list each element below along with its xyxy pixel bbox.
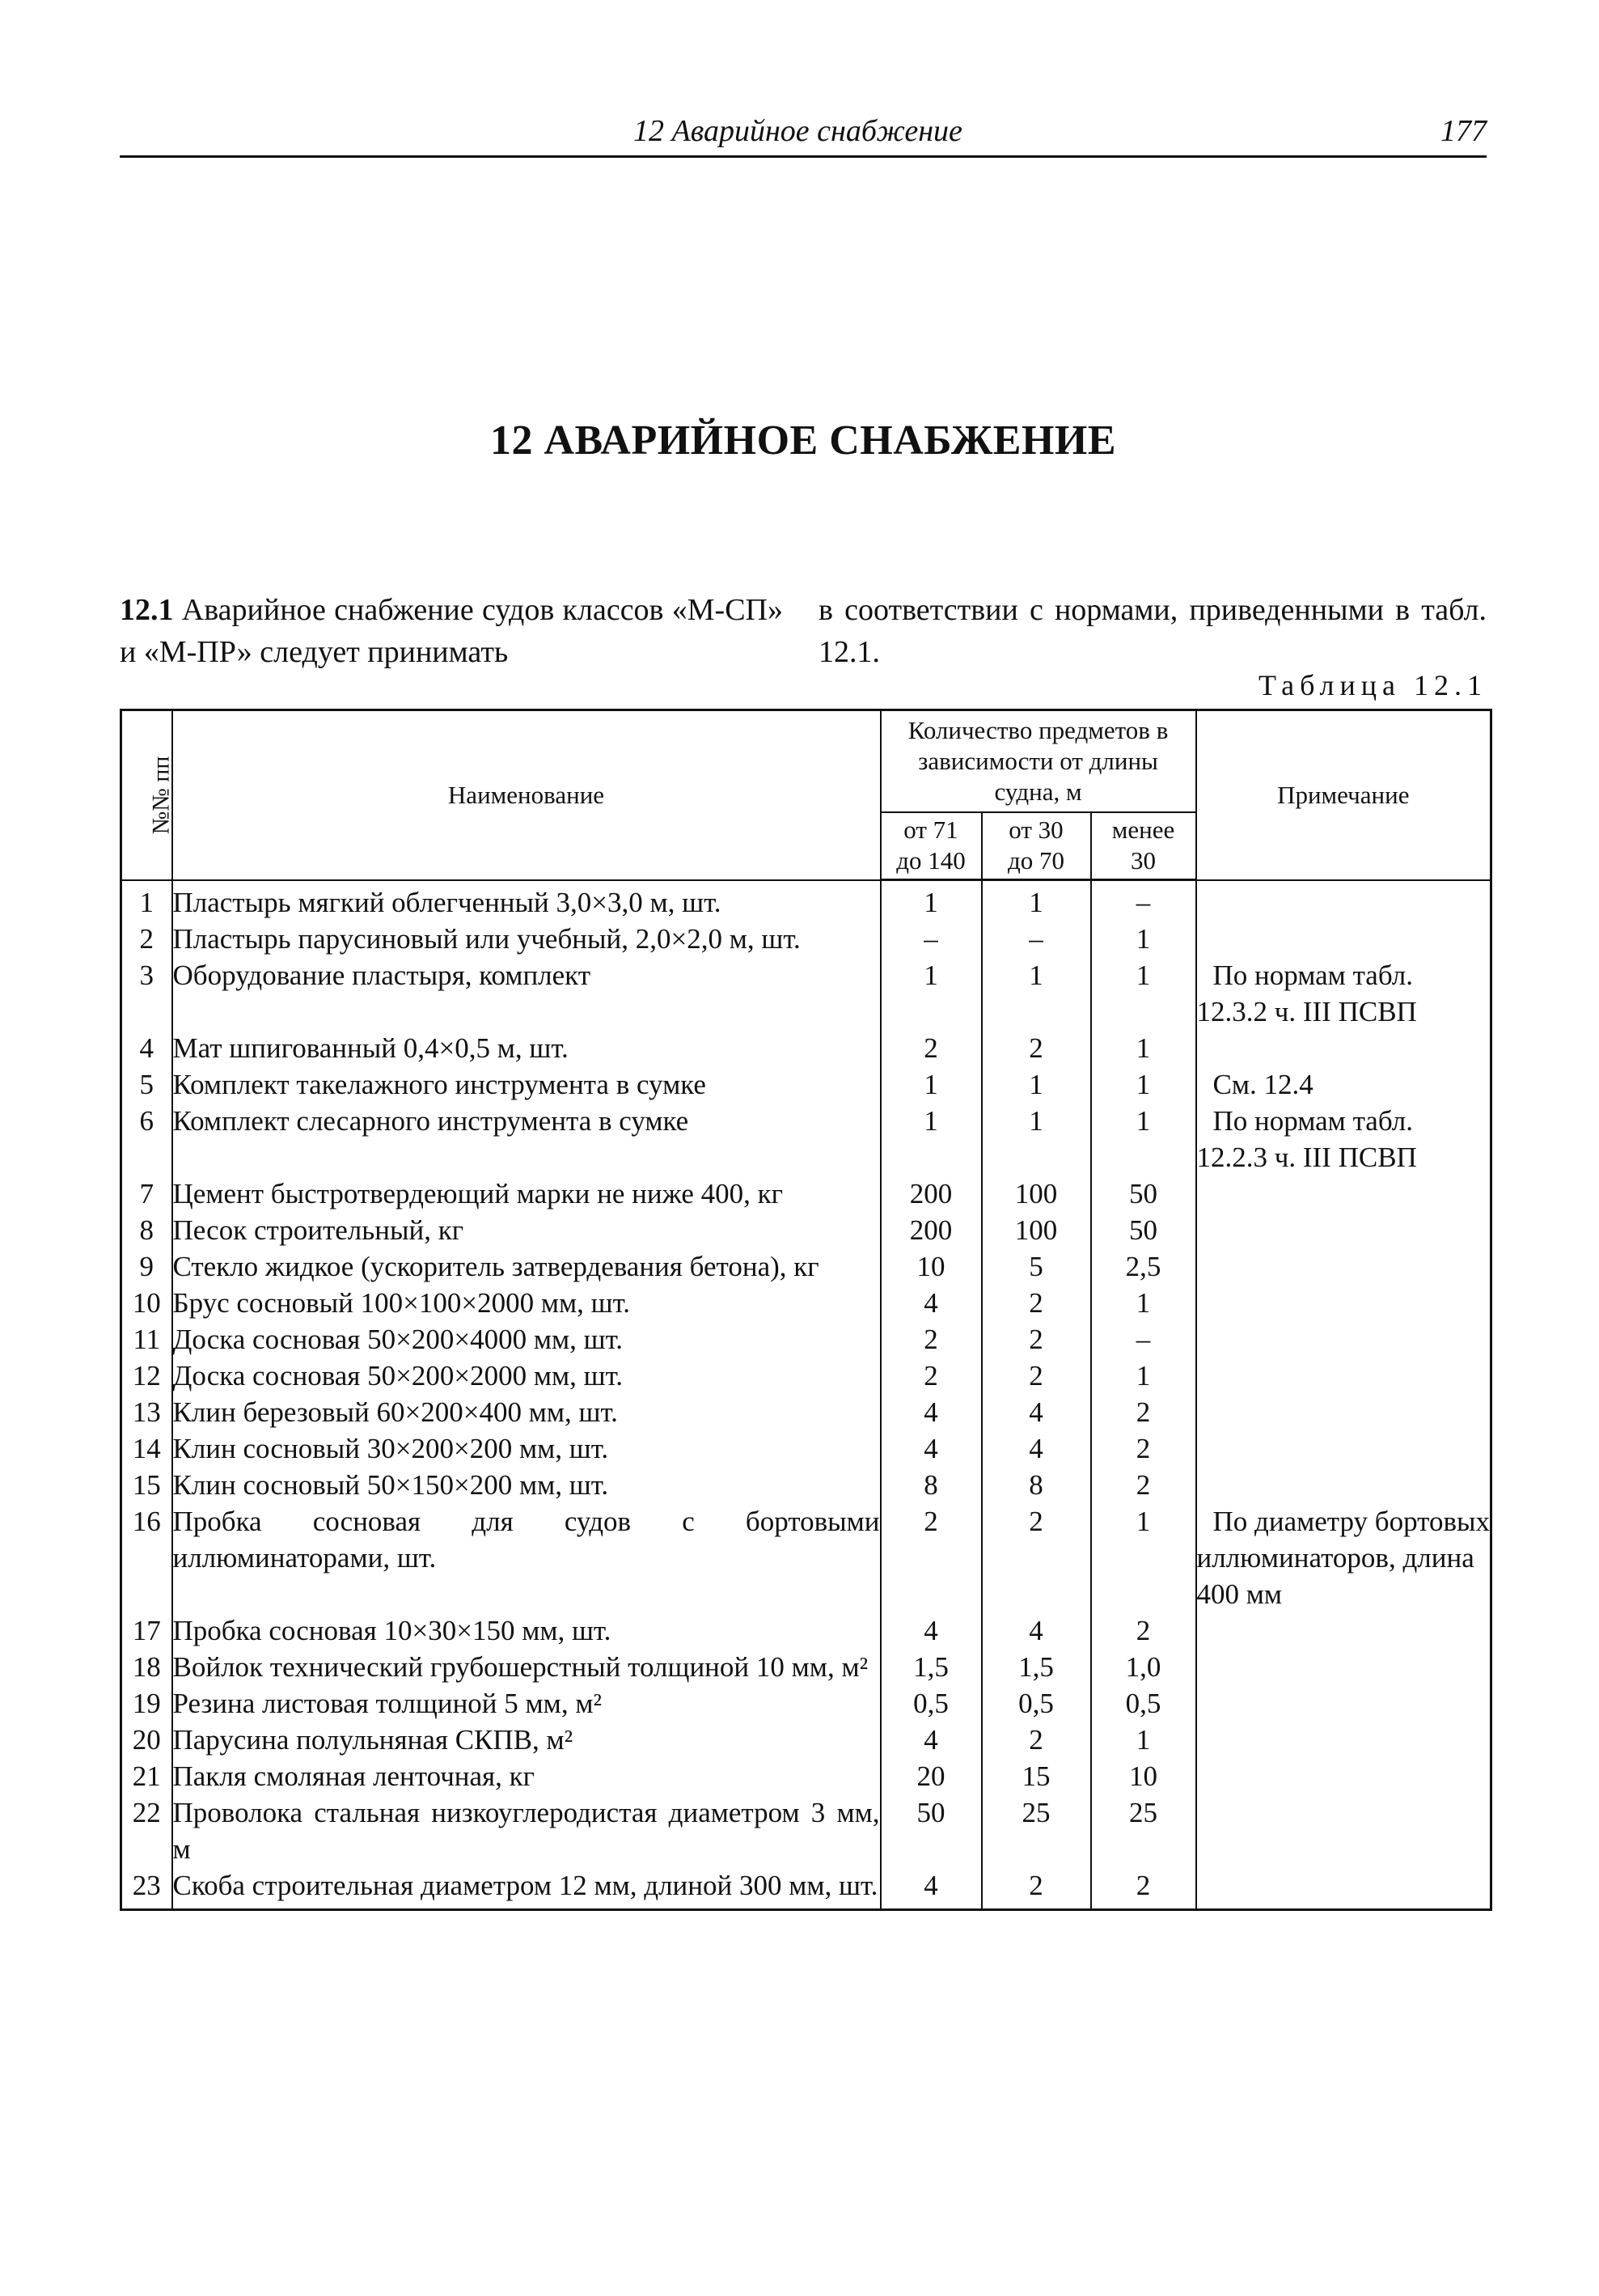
qty-71-140: 2 bbox=[881, 1321, 982, 1358]
item-note bbox=[1196, 1794, 1491, 1867]
qty-71-140: 1 bbox=[881, 957, 982, 1030]
qty-under-30: 2,5 bbox=[1091, 1248, 1196, 1285]
table-caption: Таблица 12.1 bbox=[1258, 669, 1487, 701]
header-qty-group: Количество предметов в зависимости от длины судна, м bbox=[881, 710, 1196, 812]
item-name: Клин сосновый 30×200×200 мм, шт. bbox=[172, 1430, 881, 1467]
table-row bbox=[121, 1358, 1491, 1394]
row-number: 13 bbox=[121, 1394, 172, 1430]
header-q3: менее 30 bbox=[1091, 812, 1196, 880]
row-number: 5 bbox=[121, 1066, 172, 1103]
qty-under-30: 0,5 bbox=[1091, 1685, 1196, 1722]
qty-under-30: 1,0 bbox=[1091, 1649, 1196, 1685]
item-name: Стекло жидкое (ускоритель затвердевания бетона), кг bbox=[172, 1248, 881, 1285]
item-name: Пробка сосновая для судов с бортовыми иллюминаторами, шт. bbox=[172, 1503, 881, 1612]
item-name: Цемент быстротвердеющий марки не ниже 400, кг bbox=[172, 1176, 881, 1212]
table-body bbox=[121, 880, 1491, 1910]
qty-under-30: 2 bbox=[1091, 1612, 1196, 1649]
table-row bbox=[121, 1867, 1491, 1910]
qty-30-70: 1 bbox=[982, 880, 1091, 921]
item-name: Пакля смоляная ленточная, кг bbox=[172, 1758, 881, 1794]
qty-under-30: 2 bbox=[1091, 1394, 1196, 1430]
qty-30-70: – bbox=[982, 921, 1091, 957]
item-note bbox=[1196, 1649, 1491, 1685]
qty-30-70: 4 bbox=[982, 1430, 1091, 1467]
table-row bbox=[121, 1430, 1491, 1467]
item-name: Песок строительный, кг bbox=[172, 1212, 881, 1248]
table-row bbox=[121, 1722, 1491, 1758]
qty-under-30: 1 bbox=[1091, 1066, 1196, 1103]
item-note bbox=[1196, 1722, 1491, 1758]
header-num: №№ пп bbox=[121, 710, 172, 880]
row-number: 17 bbox=[121, 1612, 172, 1649]
item-note bbox=[1196, 921, 1491, 957]
item-note bbox=[1196, 1321, 1491, 1358]
qty-71-140: – bbox=[881, 921, 982, 957]
header-q1: от 71 до 140 bbox=[881, 812, 982, 880]
qty-30-70: 2 bbox=[982, 1030, 1091, 1066]
item-name: Мат шпигованный 0,4×0,5 м, шт. bbox=[172, 1030, 881, 1066]
qty-under-30: 1 bbox=[1091, 1030, 1196, 1066]
intro-paragraph-right: в соответствии с нормами, приведенными в табл. 12.1. bbox=[819, 593, 1487, 669]
item-name: Оборудование пластыря, комплект bbox=[172, 957, 881, 1030]
item-name: Проволока стальная низкоуглеродистая диаметром 3 мм, м bbox=[172, 1794, 881, 1867]
item-note bbox=[1196, 1176, 1491, 1212]
qty-under-30: 1 bbox=[1091, 1103, 1196, 1176]
table-row bbox=[121, 1030, 1491, 1066]
qty-under-30: 2 bbox=[1091, 1430, 1196, 1467]
row-number: 18 bbox=[121, 1649, 172, 1685]
qty-under-30: 1 bbox=[1091, 1722, 1196, 1758]
qty-71-140: 4 bbox=[881, 1394, 982, 1430]
qty-30-70: 2 bbox=[982, 1867, 1091, 1910]
row-number: 23 bbox=[121, 1867, 172, 1910]
qty-71-140: 200 bbox=[881, 1212, 982, 1248]
table-row bbox=[121, 1758, 1491, 1794]
running-title: 12 Аварийное снабжение bbox=[633, 114, 962, 148]
qty-30-70: 1 bbox=[982, 1066, 1091, 1103]
row-number: 6 bbox=[121, 1103, 172, 1176]
page-number: 177 bbox=[1440, 114, 1487, 148]
item-name: Войлок технический грубошерстный толщиной 10 мм, м² bbox=[172, 1649, 881, 1685]
qty-71-140: 8 bbox=[881, 1467, 982, 1503]
qty-under-30: – bbox=[1091, 880, 1196, 921]
qty-30-70: 25 bbox=[982, 1794, 1091, 1867]
row-number: 3 bbox=[121, 957, 172, 1030]
table-row bbox=[121, 1685, 1491, 1722]
table-row bbox=[121, 1066, 1491, 1103]
table-row bbox=[121, 1176, 1491, 1212]
item-name: Брус сосновый 100×100×2000 мм, шт. bbox=[172, 1285, 881, 1321]
qty-30-70: 1 bbox=[982, 1103, 1091, 1176]
qty-71-140: 4 bbox=[881, 1612, 982, 1649]
row-number: 7 bbox=[121, 1176, 172, 1212]
row-number: 10 bbox=[121, 1285, 172, 1321]
row-number: 1 bbox=[121, 880, 172, 921]
table-row bbox=[121, 1394, 1491, 1430]
qty-71-140: 4 bbox=[881, 1867, 982, 1910]
emergency-supply-table bbox=[120, 709, 1492, 1911]
qty-under-30: 1 bbox=[1091, 1503, 1196, 1612]
table-row bbox=[121, 1321, 1491, 1358]
item-note: По нормам табл. 12.2.3 ч. III ПСВП bbox=[1196, 1103, 1491, 1176]
item-name: Скоба строительная диаметром 12 мм, длиной 300 мм, шт. bbox=[172, 1867, 881, 1910]
qty-30-70: 100 bbox=[982, 1212, 1091, 1248]
item-name: Клин сосновый 50×150×200 мм, шт. bbox=[172, 1467, 881, 1503]
row-number: 14 bbox=[121, 1430, 172, 1467]
row-number: 2 bbox=[121, 921, 172, 957]
qty-under-30: 1 bbox=[1091, 957, 1196, 1030]
qty-30-70: 0,5 bbox=[982, 1685, 1091, 1722]
table-row bbox=[121, 1103, 1491, 1176]
qty-under-30: 50 bbox=[1091, 1176, 1196, 1212]
qty-30-70: 2 bbox=[982, 1358, 1091, 1394]
table-row bbox=[121, 1649, 1491, 1685]
running-header bbox=[120, 110, 1487, 158]
item-note bbox=[1196, 1612, 1491, 1649]
qty-under-30: 1 bbox=[1091, 1285, 1196, 1321]
qty-71-140: 1,5 bbox=[881, 1649, 982, 1685]
item-name: Комплект слесарного инструмента в сумке bbox=[172, 1103, 881, 1176]
qty-71-140: 1 bbox=[881, 1066, 982, 1103]
item-note bbox=[1196, 1248, 1491, 1285]
table-row bbox=[121, 1285, 1491, 1321]
qty-71-140: 2 bbox=[881, 1503, 982, 1612]
qty-71-140: 50 bbox=[881, 1794, 982, 1867]
qty-30-70: 4 bbox=[982, 1612, 1091, 1649]
qty-under-30: 25 bbox=[1091, 1794, 1196, 1867]
qty-under-30: 1 bbox=[1091, 921, 1196, 957]
item-name: Клин березовый 60×200×400 мм, шт. bbox=[172, 1394, 881, 1430]
qty-71-140: 0,5 bbox=[881, 1685, 982, 1722]
qty-71-140: 1 bbox=[881, 880, 982, 921]
qty-under-30: 2 bbox=[1091, 1867, 1196, 1910]
qty-under-30: 10 bbox=[1091, 1758, 1196, 1794]
qty-under-30: – bbox=[1091, 1321, 1196, 1358]
table-row bbox=[121, 1212, 1491, 1248]
table-row bbox=[121, 1503, 1491, 1612]
item-note bbox=[1196, 1758, 1491, 1794]
qty-30-70: 4 bbox=[982, 1394, 1091, 1430]
row-number: 12 bbox=[121, 1358, 172, 1394]
qty-71-140: 4 bbox=[881, 1285, 982, 1321]
item-note: По нормам табл. 12.3.2 ч. III ПСВП bbox=[1196, 957, 1491, 1030]
row-number: 8 bbox=[121, 1212, 172, 1248]
qty-30-70: 5 bbox=[982, 1248, 1091, 1285]
qty-30-70: 2 bbox=[982, 1285, 1091, 1321]
qty-71-140: 10 bbox=[881, 1248, 982, 1285]
chapter-title: 12 АВАРИЙНОЕ СНАБЖЕНИЕ bbox=[489, 417, 1117, 464]
header-note: Примечание bbox=[1196, 710, 1491, 880]
item-note bbox=[1196, 1467, 1491, 1503]
qty-30-70: 100 bbox=[982, 1176, 1091, 1212]
item-note bbox=[1196, 880, 1491, 921]
qty-71-140: 200 bbox=[881, 1176, 982, 1212]
item-note bbox=[1196, 1394, 1491, 1430]
qty-30-70: 15 bbox=[982, 1758, 1091, 1794]
item-note: См. 12.4 bbox=[1196, 1066, 1491, 1103]
item-note bbox=[1196, 1285, 1491, 1321]
table-row bbox=[121, 880, 1491, 921]
qty-71-140: 4 bbox=[881, 1722, 982, 1758]
item-name: Комплект такелажного инструмента в сумке bbox=[172, 1066, 881, 1103]
item-note bbox=[1196, 1430, 1491, 1467]
intro-paragraph-left bbox=[120, 589, 783, 673]
item-name: Пробка сосновая 10×30×150 мм, шт. bbox=[172, 1612, 881, 1649]
qty-under-30: 50 bbox=[1091, 1212, 1196, 1248]
row-number: 11 bbox=[121, 1321, 172, 1358]
table-row bbox=[121, 1794, 1491, 1867]
qty-under-30: 2 bbox=[1091, 1467, 1196, 1503]
qty-30-70: 1 bbox=[982, 957, 1091, 1030]
table-row bbox=[121, 1612, 1491, 1649]
table-row bbox=[121, 1248, 1491, 1285]
qty-71-140: 4 bbox=[881, 1430, 982, 1467]
row-number: 19 bbox=[121, 1685, 172, 1722]
qty-30-70: 8 bbox=[982, 1467, 1091, 1503]
item-name: Доска сосновая 50×200×4000 мм, шт. bbox=[172, 1321, 881, 1358]
item-name: Пластырь мягкий облегченный 3,0×3,0 м, шт. bbox=[172, 880, 881, 921]
row-number: 16 bbox=[121, 1503, 172, 1612]
qty-71-140: 2 bbox=[881, 1358, 982, 1394]
item-note bbox=[1196, 1212, 1491, 1248]
qty-30-70: 2 bbox=[982, 1321, 1091, 1358]
row-number: 9 bbox=[121, 1248, 172, 1285]
item-note bbox=[1196, 1867, 1491, 1910]
item-name: Пластырь парусиновый или учебный, 2,0×2,0 м, шт. bbox=[172, 921, 881, 957]
table-row bbox=[121, 1467, 1491, 1503]
row-number: 20 bbox=[121, 1722, 172, 1758]
row-number: 22 bbox=[121, 1794, 172, 1867]
header-name: Наименование bbox=[172, 710, 881, 880]
section-number: 12.1 bbox=[120, 593, 174, 627]
item-note bbox=[1196, 1685, 1491, 1722]
item-note bbox=[1196, 1358, 1491, 1394]
qty-71-140: 20 bbox=[881, 1758, 982, 1794]
row-number: 15 bbox=[121, 1467, 172, 1503]
qty-71-140: 1 bbox=[881, 1103, 982, 1176]
item-note bbox=[1196, 1030, 1491, 1066]
row-number: 4 bbox=[121, 1030, 172, 1066]
item-note: По диаметру бортовых иллюминаторов, длина 400 мм bbox=[1196, 1503, 1491, 1612]
qty-30-70: 1,5 bbox=[982, 1649, 1091, 1685]
qty-71-140: 2 bbox=[881, 1030, 982, 1066]
table-row bbox=[121, 921, 1491, 957]
qty-30-70: 2 bbox=[982, 1503, 1091, 1612]
item-name: Резина листовая толщиной 5 мм, м² bbox=[172, 1685, 881, 1722]
item-name: Парусина полульняная СКПВ, м² bbox=[172, 1722, 881, 1758]
table-row bbox=[121, 957, 1491, 1030]
qty-30-70: 2 bbox=[982, 1722, 1091, 1758]
qty-under-30: 1 bbox=[1091, 1358, 1196, 1394]
row-number: 21 bbox=[121, 1758, 172, 1794]
header-q2: от 30 до 70 bbox=[982, 812, 1091, 880]
item-name: Доска сосновая 50×200×2000 мм, шт. bbox=[172, 1358, 881, 1394]
intro-text-left: Аварийное снабжение судов классов «М-СП» и «М-ПР» следует принимать bbox=[120, 593, 784, 669]
